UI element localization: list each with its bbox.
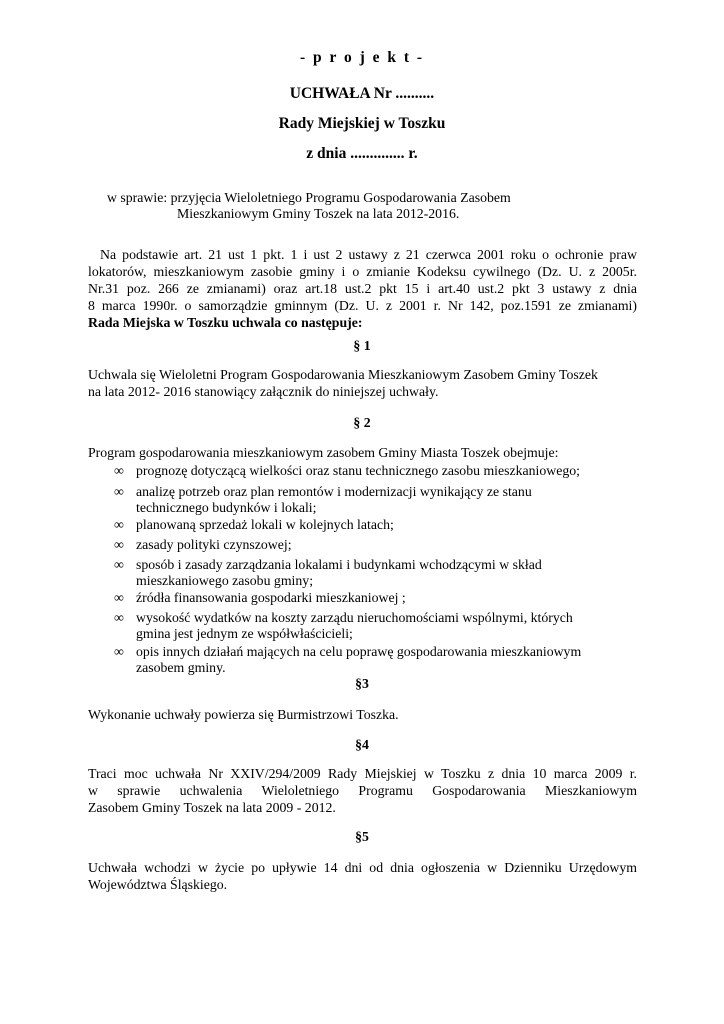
list-item: analizę potrzeb oraz plan remontów i modernizacji wynikający ze stanu (136, 484, 532, 499)
list-item-continuation: gmina jest jednym ze współwłaścicieli; (136, 626, 353, 641)
section-1-line-1: Uchwala się Wieloletni Program Gospodarowania Mieszkaniowym Zasobem Gminy Toszek (88, 367, 598, 382)
section-5-line-2: Województwa Śląskiego. (88, 877, 228, 892)
section-5-line-1: Uchwała wchodzi w życie po upływie 14 dni od dnia ogłoszenia w Dzienniku Urzędowym (88, 860, 637, 875)
section-1-line-2: na lata 2012- 2016 stanowiący załącznik do niniejszej uchwały. (88, 384, 439, 399)
draft-label: - p r o j e k t - (299, 49, 425, 66)
list-item: opis innych działań mających na celu poprawę gospodarowania mieszkaniowym (136, 644, 582, 659)
list-item: prognozę dotyczącą wielkości oraz stanu technicznego zasobu mieszkaniowego; (136, 463, 581, 478)
preamble-line-1: Na podstawie art. 21 ust 1 pkt. 1 i ust 2 ustawy z 21 czerwca 2001 roku o ochronie praw (100, 247, 637, 262)
section-3-line-1: Wykonanie uchwały powierza się Burmistrzowi Toszka. (88, 707, 399, 722)
resolution-number: UCHWAŁA Nr .......... (289, 85, 435, 102)
resolution-date: z dnia .............. r. (306, 145, 418, 162)
list-bullet-icon: ∞ (114, 463, 124, 478)
list-item: zasady polityki czynszowej; (136, 537, 292, 552)
list-item: planowaną sprzedaż lokali w kolejnych latach; (136, 517, 394, 532)
list-bullet-icon: ∞ (114, 557, 124, 572)
list-bullet-icon: ∞ (114, 484, 124, 499)
preamble-line-4: 8 marca 1990r. o samorządzie gminnym (Dz. U. z 2001 r. Nr 142, poz.1591 ze zmianami) (88, 298, 637, 313)
subject-line-1: w sprawie: przyjęcia Wieloletniego Programu Gospodarowania Zasobem (107, 190, 511, 205)
preamble-line-3: Nr.31 poz. 266 ze zmianami) oraz art.18 ust.2 pkt 15 i art.40 ust.2 pkt 3 ustawy z dnia (88, 281, 637, 296)
preamble-enacting-clause: Rada Miejska w Toszku uchwala co następuje: (88, 315, 363, 330)
section-4-heading: §4 (355, 737, 369, 752)
section-2-intro: Program gospodarowania mieszkaniowym zasobem Gminy Miasta Toszek obejmuje: (88, 445, 559, 460)
list-item: sposób i zasady zarządzania lokalami i budynkami wchodzącymi w skład (136, 557, 542, 572)
list-bullet-icon: ∞ (114, 517, 124, 532)
list-item: źródła finansowania gospodarki mieszkaniowej ; (136, 590, 406, 605)
list-item-continuation: zasobem gminy. (136, 660, 226, 675)
section-2-heading: § 2 (353, 415, 371, 430)
section-5-heading: §5 (355, 829, 369, 844)
list-bullet-icon: ∞ (114, 610, 124, 625)
list-bullet-icon: ∞ (114, 590, 124, 605)
list-item: wysokość wydatków na koszty zarządu nieruchomościami wspólnymi, których (136, 610, 573, 625)
section-4-line-3: Zasobem Gminy Toszek na lata 2009 - 2012. (88, 800, 336, 815)
list-bullet-icon: ∞ (114, 644, 124, 659)
list-item-continuation: technicznego budynków i lokali; (136, 500, 317, 515)
list-bullet-icon: ∞ (114, 537, 124, 552)
section-3-heading: §3 (355, 676, 369, 691)
section-4-line-1: Traci moc uchwała Nr XXIV/294/2009 Rady Miejskiej w Toszku z dnia 10 marca 2009 r. (88, 766, 637, 781)
section-4-line-2: w sprawie uchwalenia Wieloletniego Programu Gospodarowania Mieszkaniowym (88, 783, 637, 798)
preamble-line-2: lokatorów, mieszkaniowym zasobie gminy i o zmianie Kodeksu cywilnego (Dz. U. z 2005r. (88, 264, 637, 279)
council-name: Rady Miejskiej w Toszku (278, 115, 446, 132)
subject-line-2: Mieszkaniowym Gminy Toszek na lata 2012-2016. (177, 206, 460, 221)
list-item-continuation: mieszkaniowego zasobu gminy; (136, 573, 314, 588)
section-1-heading: § 1 (353, 338, 371, 353)
